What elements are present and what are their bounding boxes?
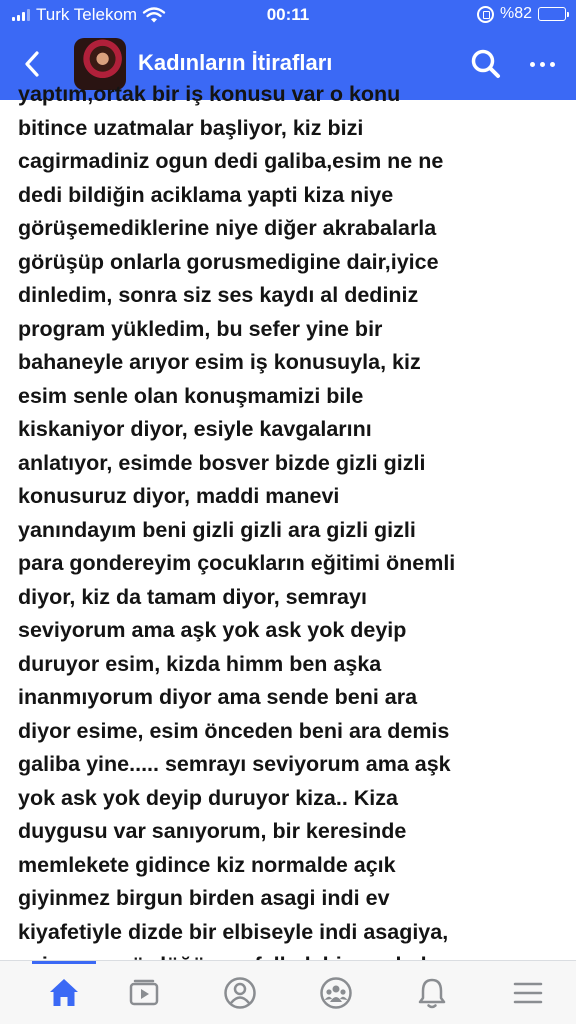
post-text-line: görüşemediklerine niye diğer akrabalarla xyxy=(18,216,437,240)
post-text-line: inanmıyorum diyor ama sende beni ara xyxy=(18,685,418,709)
post-text-line: para gondereyim çocukların eğitimi önemli xyxy=(18,551,456,575)
post-text-line: dinledim, sonra siz ses kaydı al dediniz xyxy=(18,283,419,307)
post-body-text xyxy=(18,78,563,983)
active-tab-indicator xyxy=(32,961,96,964)
post-text-line: kiyafetiyle dizde bir elbiseyle indi asagiya, xyxy=(18,919,449,944)
post-text-line: galiba yine..... semrayı seviyorum ama aşk xyxy=(18,752,451,776)
status-right xyxy=(477,5,566,23)
signal-bars-icon xyxy=(12,9,30,21)
orientation-lock-icon xyxy=(477,6,494,23)
post-text-line: cagirmadiniz ogun dedi galiba,esim ne ne xyxy=(18,149,444,173)
post-content-area[interactable] xyxy=(0,82,576,960)
tab-profile[interactable] xyxy=(192,969,288,1017)
post-text-line: diyor, kiz da tamam diyor, semrayı xyxy=(18,584,367,609)
post-text-line: yanındayım beni gizli gizli ara gizli gizli xyxy=(18,517,416,542)
post-text-line: bitince uzatmalar başliyor, kiz bizi xyxy=(18,115,364,140)
bottom-tab-bar xyxy=(0,960,576,1024)
post-text-line: anlatıyor, esimde bosver bizde gizli gizli xyxy=(18,450,426,475)
tab-menu[interactable] xyxy=(480,969,576,1017)
post-text-line: memlekete gidince kiz normalde açık xyxy=(18,852,396,877)
battery-icon xyxy=(538,7,566,21)
more-button[interactable] xyxy=(524,50,560,78)
profile-icon xyxy=(222,975,258,1011)
group-title[interactable]: Kadınların İtirafları xyxy=(138,50,333,75)
tab-groups[interactable] xyxy=(288,969,384,1017)
groups-icon xyxy=(318,975,354,1011)
post-text-line: esim senle olan konuşmamizi bile xyxy=(18,383,364,408)
menu-icon xyxy=(510,975,546,1011)
more-dots-icon xyxy=(530,62,555,67)
bell-icon xyxy=(414,975,450,1011)
search-icon xyxy=(470,48,502,80)
post-text-line: kiskaniyor diyor, esiyle kavgalarını xyxy=(18,417,372,441)
tab-notifications[interactable] xyxy=(384,969,480,1017)
wifi-icon xyxy=(143,7,165,23)
carrier-name: Turk Telekom xyxy=(36,5,138,24)
post-text-line: diyor esime, esim önceden beni ara demis xyxy=(18,718,450,743)
post-text-line: dedi bildiğin aciklama yapti kiza niye xyxy=(18,182,394,207)
post-text-line: konusuruz diyor, maddi manevi xyxy=(18,484,340,508)
post-text-line: program yükledim, bu sefer yine bir xyxy=(18,316,383,341)
post-text-line: giyinmez birgun birden asagi indi ev xyxy=(18,886,390,910)
post-text-line: görüşüp onlarla gorusmedigine dair,iyice xyxy=(18,249,439,274)
battery-percent: %82 xyxy=(499,5,532,22)
back-button[interactable] xyxy=(18,50,46,78)
post-text-line: seviyorum ama aşk yok ask yok deyip xyxy=(18,618,407,642)
post-text-line: duygusu var sanıyorum, bir keresinde xyxy=(18,819,407,843)
status-time: 00:11 xyxy=(266,5,310,24)
post-text-line: yaptım,ortak bir iş konusu var o konu xyxy=(18,82,401,106)
home-icon xyxy=(46,975,82,1011)
post-text-line: duruyor esim, kizda himm ben aşka xyxy=(18,651,382,676)
status-left xyxy=(12,5,165,25)
post-text-line: yok ask yok deyip duruyor kiza.. Kiza xyxy=(18,785,398,810)
tab-watch[interactable] xyxy=(96,969,192,1017)
video-icon xyxy=(126,975,162,1011)
status-bar xyxy=(0,0,576,32)
search-button[interactable] xyxy=(470,48,502,80)
chevron-left-icon xyxy=(24,51,40,77)
post-text-line: bahaneyle arıyor esim iş konusuyla, kiz xyxy=(18,350,421,374)
